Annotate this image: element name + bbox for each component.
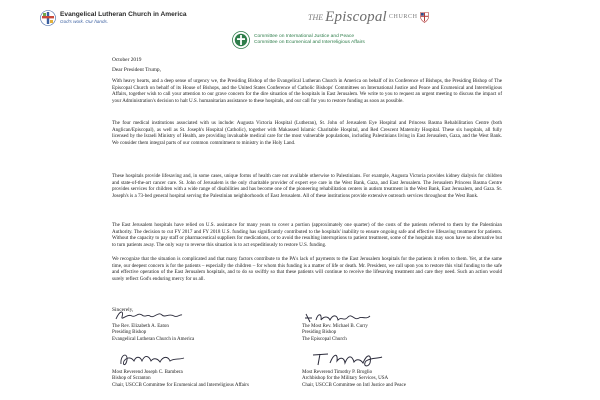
signatory-name: The Most Rev. Michael B. Curry xyxy=(302,324,368,329)
signatory-name: Most Reverend Timothy P. Broglio xyxy=(302,370,373,375)
elca-tagline: God's work. Our hands. xyxy=(60,18,109,24)
paragraph-funding: The East Jerusalem hospitals have relied on U.S. assistance for many years to cover a portion (approximately one quarter) of the costs of the patients referred to them by the Palestinian Authority. The decision to cut FY 2017 and FY 2018 U.S. funding has significantly contributed to the hospitals' inability to ensure ongoing safe and effective lifesaving treatment for patients. Without the capacity to pay staff or pharmaceutical suppliers for medications, or to avoid the resulting interruptions to patient treatment, some of the hospitals may soon have no alternative but to turn patients away. The only way to reverse this situation is to act expeditiously to restore U.S. funding. xyxy=(112,222,502,248)
signature-eaton xyxy=(114,308,184,324)
signatory-title: Presiding Bishop xyxy=(302,330,337,336)
signatory-title: Archbishop for the Military Services, USA xyxy=(302,376,389,382)
usccb-seal-icon xyxy=(232,31,250,49)
elca-cross-icon xyxy=(40,10,56,26)
signatory-curry xyxy=(302,324,368,343)
episcopal-the: THE xyxy=(308,12,324,22)
episcopal-shield-icon xyxy=(420,12,429,23)
usccb-committee-ecumenical: Committee on Ecumenical and Interreligious Affairs xyxy=(254,40,365,45)
letter-salutation: Dear President Trump, xyxy=(112,67,161,73)
usccb-logo xyxy=(232,30,365,50)
signatory-eaton xyxy=(112,324,194,343)
episcopal-logo xyxy=(308,8,429,26)
elca-logo xyxy=(40,8,187,28)
paragraph-services: These hospitals provide lifesaving and, in some cases, unique forms of health care not available otherwise to Palestinians. For example, Augusta Victoria provides kidney dialysis for children and state-of-the-art cancer care. St. John of Jerusalem is the only charitable provider of expert eye care in the West Bank, Gaza, and East Jerusalem. The Jerusalem Princess Basma Centre provides services for children with a wide range of disabilities and has become one of the pioneering rehabilitation centers in autism treatment in the West Bank, East Jerusalem, and Gaza. St. Joseph's is a 73-bed general hospital serving the Palestinian neighborhoods of East Jerusalem. All of these institutions provide extensive outreach services throughout the West Bank. xyxy=(112,173,502,199)
signatory-title: Bishop of Scranton xyxy=(112,376,151,382)
signature-broglio xyxy=(310,349,385,369)
signatory-org: Chair, USCCB Committee for Ecumenical and Interreligious Affairs xyxy=(112,382,249,388)
usccb-committee-justice: Committee on International Justice and Peace xyxy=(254,34,355,40)
signatory-name: The Rev. Elizabeth A. Eaton xyxy=(112,324,169,329)
episcopal-church: CHURCH xyxy=(388,14,418,20)
elca-name: Evangelical Lutheran Church in America xyxy=(60,10,187,18)
signature-bambera xyxy=(118,350,188,368)
signatory-title: Presiding Bishop xyxy=(112,330,147,336)
paragraph-institutions: The four medical institutions associated with us include: Augusta Victoria Hospital (Lutheran), St. John of Jerusalem Eye Hospital and Princess Basma Rehabilitation Centre (both Anglican/Episcopal), as well as St. Joseph's Hospital (Catholic), together with Makassed Islamic Charitable Hospital, and Red Crescent Maternity Hospital. These six hospitals, all fully licensed by the Israeli Ministry of Health, are providing invaluable medical care for the most vulnerable populations, including Palestinians living in East Jerusalem, Gaza, and the West Bank. We consider them integral parts of our common commitment to ministry in the Holy Land. xyxy=(112,120,502,146)
episcopal-main: Episcopal xyxy=(325,8,387,25)
letter-date: October 2019 xyxy=(112,57,142,63)
signatory-bambera xyxy=(112,370,249,389)
paragraph-intro: With heavy hearts, and a deep sense of urgency we, the Presiding Bishop of the Evangelical Lutheran Church in America on behalf of its Conference of Bishops, the Presiding Bishop of The Episcopal Church on behalf of its House of Bishops, and the United States Conference of Catholic Bishops' Committees on International Justice and Peace and Ecumenical and Interreligious Affairs, together wish to call your attention to our grave concern for the dire situation of the hospitals in East Jerusalem. We write to you to request an urgent meeting to discuss the impact of your Administration's decision to halt U.S. humanitarian assistance to these hospitals, and our call for you to restore funding as soon as possible. xyxy=(112,78,502,104)
signatory-broglio xyxy=(302,370,406,389)
signatory-name: Most Reverend Joseph C. Bambera xyxy=(112,370,183,375)
paragraph-appeal: We recognize that the situation is complicated and that many factors contribute to the PA's lack of payments to the East Jerusalem hospitals for the patients it refers to them. Yet, at the same time, our deepest concern is for the patients – especially the children – for whom this funding is a matter of life or death. Mr. President, we call upon you to restore this vital funding to the safe and effective operation of the East Jerusalem hospitals, and to do so swiftly so that these patients will continue to receive the lifesaving treatment and care they need. Such an action would surely reflect God's enduring mercy for us all. xyxy=(112,256,502,282)
signatory-org: Evangelical Lutheran Church in America xyxy=(112,336,195,342)
signatory-org: The Episcopal Church xyxy=(302,336,347,342)
letter-closing: Sincerely, xyxy=(112,307,134,313)
signatory-org: Chair, USCCB Committee on Intl Justice and Peace xyxy=(302,382,406,388)
